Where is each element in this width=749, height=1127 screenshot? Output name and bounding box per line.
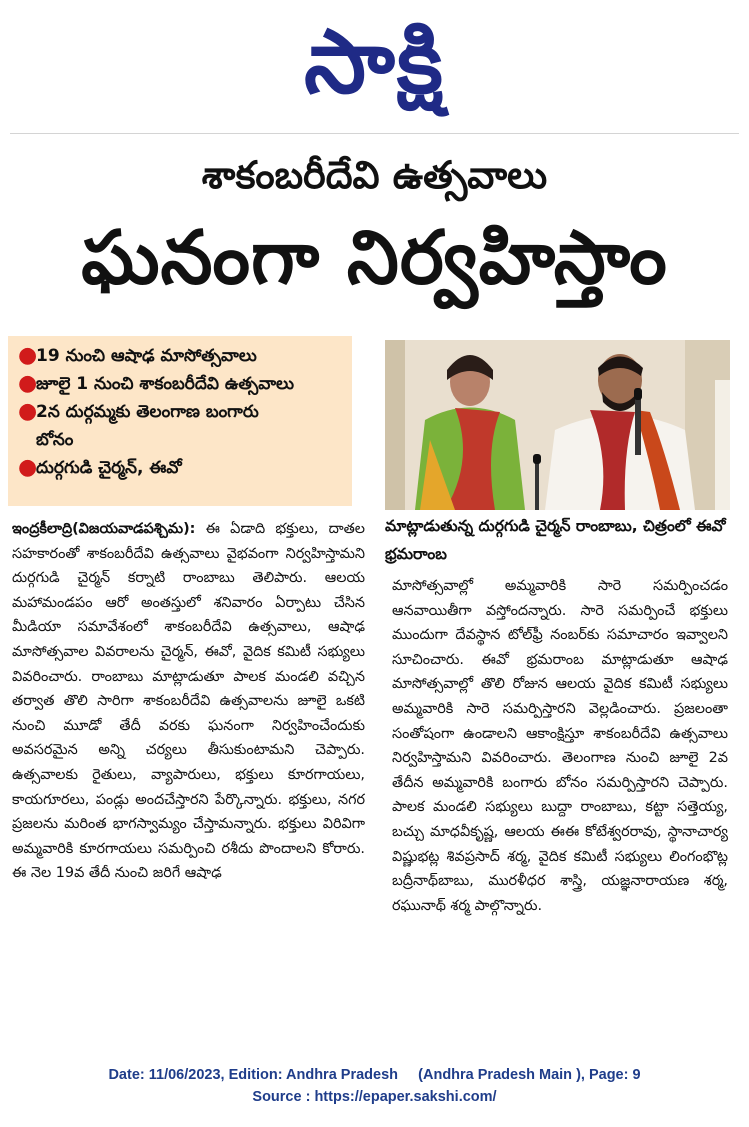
- bullet-dot-icon: ●: [18, 455, 38, 480]
- edition-info: Date: 11/06/2023, Edition: Andhra Pradesh (Andhra Pradesh Main ), Page: 9: [108, 1067, 641, 1083]
- highlight-text: 19 నుంచి ఆషాఢ మాసోత్సవాలు: [36, 346, 257, 366]
- article-body-right: మాసోత్సవాల్లో అమ్మవారికి సారె సమర్పించడం ఆనవాయితీగా వస్తోందన్నారు. సారె సమర్పించే భక్తులు ముందుగా దేవస్థాన టోల్‌ఫ్రీ నంబర్‌కు సమాచారం ఇవ్వాలని సూచించారు. ఈవో భ్రమరాంబ మాట్లాడుతూ ఆషాఢ మాసోత్సవాల్లో తొలి రోజున ఆలయ వైదిక కమిటీ సభ్యులు అమ్మవారికి సారె సమర్పిస్తారని వెల్లడించారు. ప్రజలంతా సంతోషంగా ఉండాలని ఆకాంక్షిస్తూ శాకంబరీదేవి ఉత్సవాలు నిర్వహిస్తామని వివరించారు. తెలంగాణ నుంచి జూలై 2వ తేదీన అమ్మవారికి బంగారు బోనం సమర్పిస్తారని చెప్పారు. పాలక మండలి సభ్యులు బుద్దా రాంబాబు, కట్టా సత్తెయ్య, బచ్చు మాధవీకృష్ణ, ఆలయ ఈఈ కోటేశ్వరరావు, స్థానాచార్య విష్ణుభట్ల శివప్రసాద్ శర్మ, వైదిక కమిటీ సభ్యులు లింగంభొట్ల బద్రీనాథ్‌బాబు, మురళీధర శాస్త్రి, యజ్ఞనారాయణ శర్మ, రఘునాథ్ శర్మ పాల్గొన్నారు.: [392, 578, 728, 914]
- header-divider: [10, 133, 739, 134]
- highlight-text: దుర్గగుడి చైర్మన్, ఈవో: [36, 458, 182, 478]
- dateline: ఇంద్రకీలాద్రి(విజయవాడపశ్చిమ):: [12, 521, 196, 537]
- bullet-dot-icon: ●: [18, 399, 38, 424]
- article-headline: ఘనంగా నిర్వహిస్తాం: [81, 215, 668, 301]
- highlight-item: [18, 370, 344, 398]
- press-meet-photo: [385, 340, 730, 510]
- highlight-text: 2న దుర్గమ్మకు తెలంగాణ బంగారు బోనం: [36, 402, 259, 450]
- sakshi-logo: సాక్షి: [304, 10, 445, 113]
- source-link[interactable]: Source : https://epaper.sakshi.com/: [252, 1089, 497, 1105]
- highlight-item: [18, 454, 344, 482]
- photo-caption: మాట్లాడుతున్న దుర్గగుడి చైర్మన్ రాంబాబు, చిత్రంలో ఈవో భ్రమరాంబ: [385, 517, 726, 563]
- bullet-dot-icon: ●: [18, 343, 38, 368]
- article-kicker: శాకంబరీదేవి ఉత్సవాలు: [201, 153, 548, 197]
- highlight-item: [18, 398, 344, 454]
- highlights-box: [8, 336, 352, 506]
- body-text-left: ఈ ఏడాది భక్తులు, దాతల సహకారంతో శాకంబరీదేవి ఉత్సవాలు వైభవంగా నిర్వహిస్తామని దుర్గగుడి చైర్మన్ కర్నాటి రాంబాబు తెలిపారు. ఆలయ మహామండపం ఆరో అంతస్తులో శనివారం ఏర్పాటు చేసిన మీడియా సమావేశంలో శాకంబరీదేవి ఉత్సవాలు, ఆషాఢ మాసోత్సవాల వివరాలను చైర్మన్, ఈవో, వైదిక కమిటీ సభ్యులు వివరించారు. రాంబాబు మాట్లాడుతూ పాలక మండలి వచ్చిన తర్వాత తొలి సారిగా శాకంబరీదేవి ఉత్సవాలను జూలై ఒకటి నుంచి మూడో తేదీ వరకు ఘనంగా నిర్వహించేందుకు అవసరమైన అన్ని చర్యలు తీసుకుంటామని చెప్పారు. ఉత్సవాలకు రైతులు, వ్యాపారులు, భక్తులు కూరగాయలు, కాయగూరలు, పండ్లు అందచేస్తారని పేర్కొన్నారు. భక్తులు, నగర ప్రజలను మరింత భాగస్వామ్యం చేస్తామన్నారు. భక్తులు విరివిగా అమ్మవారికి కూరగాయలు సమర్పించి రశీదు పొందాలని కోరారు. ఈ నెల 19వ తేదీ నుంచి జరిగే ఆషాఢ: [12, 521, 365, 882]
- highlight-text: జూలై 1 నుంచి శాకంబరీదేవి ఉత్సవాలు: [36, 374, 294, 394]
- masthead: [0, 0, 749, 120]
- highlight-item: [18, 342, 344, 370]
- article-body-left: [12, 517, 365, 886]
- bullet-dot-icon: ●: [18, 371, 38, 396]
- news-photo: [385, 340, 730, 510]
- source-footer: [0, 1064, 749, 1108]
